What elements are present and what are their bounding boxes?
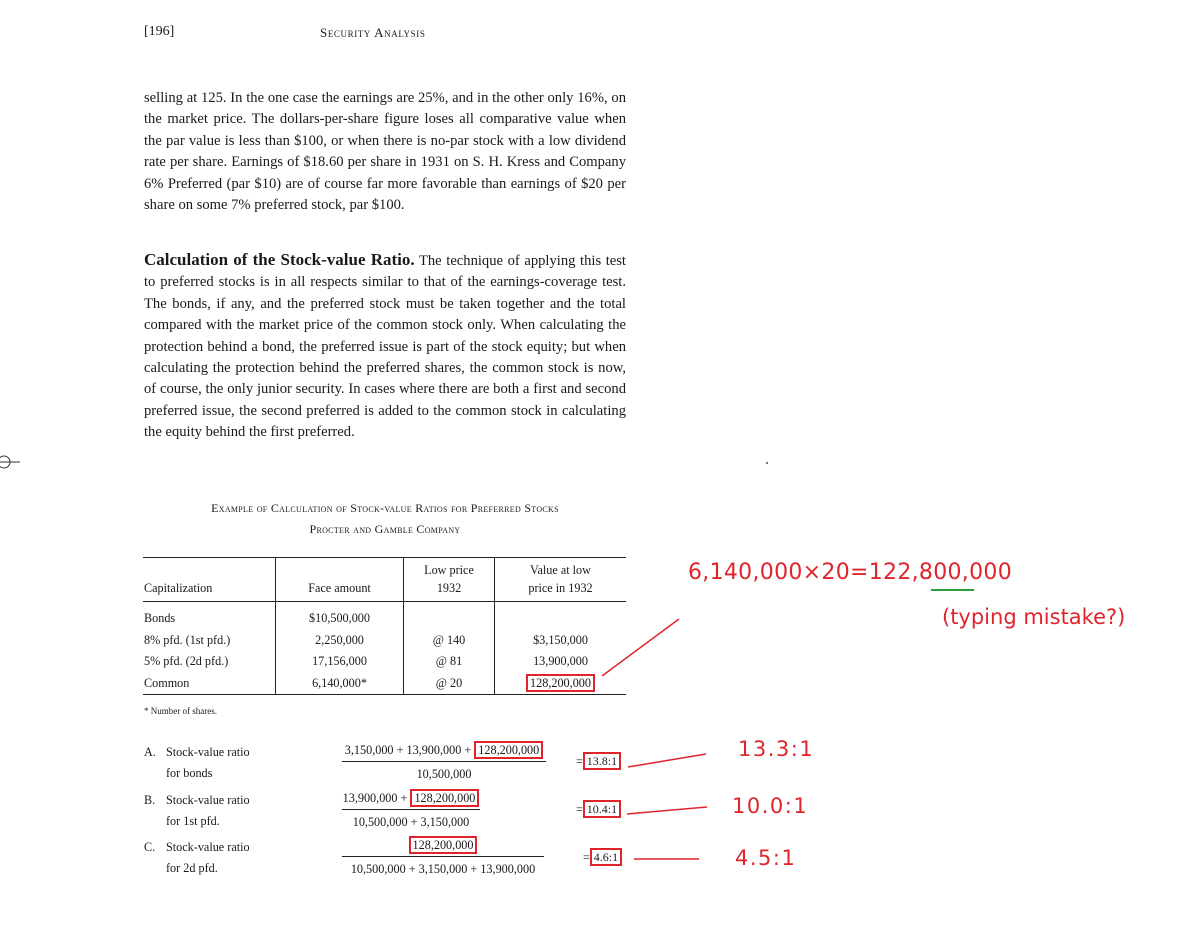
ratio-c-fraction: $\frac{128,200,000}{10,500,000 + 3,150,000 + 13,900,000}$ (342, 836, 544, 878)
ratio-b-label: B. Stock-value ratio for 1st pfd. (144, 793, 250, 828)
section-heading: Calculation of the Stock-value Ratio. (144, 250, 415, 269)
capitalization-table (143, 557, 626, 695)
table-row: 5% pfd. (2d pfd.) 17,156,000 @ 81 13,900,000 (143, 651, 626, 673)
table-row: 8% pfd. (1st pfd.) 2,250,000 @ 140 $3,150,000 (143, 630, 626, 652)
example-caption: Example of Calculation of Stock-value Ratios for Preferred Stocks (211, 501, 559, 515)
ratio-a-fraction: $\frac{3,150,000 + 13,900,000 + 128,200,000}{10,500,000}$ (342, 741, 546, 783)
scan-speck (766, 462, 768, 464)
annotation-note: (typing mistake?) (942, 605, 1126, 629)
table-header-row (143, 558, 626, 602)
pointer-line-a (628, 754, 706, 767)
annotation-ratio-c: 4.5:1 (735, 846, 797, 870)
highlighted-common-value: 128,200,000 (526, 674, 595, 692)
table-footnote: * Number of shares. (144, 706, 217, 716)
pointer-line-b (627, 807, 707, 814)
ratio-b-result: = 10.4:1 (576, 802, 621, 817)
paragraph-2-text: The technique of applying this test to preferred stocks is in all respects similar to that of the earnings-coverage test. The bonds, if any, and the preferred stock must be taken together and the total compared with the market price of the common stock only. When calculating the protection behind a bond, the preferred issue is part of the stock equity; but when calculating the protection behind the preferred shares, the common stock is now, of course, the only junior security. In cases where there are both a first and second preferred issue, the second preferred is added to the common stock in calculating the equity behind the first preferred. (144, 253, 626, 441)
ratio-b-fraction: $\frac{13,900,000 + 128,200,000}{10,500,000 + 3,150,000}$ (342, 789, 480, 831)
table-row: Bonds $10,500,000 (143, 608, 626, 630)
annotation-equation: 6,140,000×20=122,800,000 (688, 560, 1012, 585)
annotation-ratio-a: 13.3:1 (738, 737, 815, 761)
ratio-c-result: = 4.6:1 (583, 850, 622, 865)
registration-mark-icon (0, 451, 20, 471)
page-number: [196] (144, 24, 175, 39)
header-face-amount: Face amount (276, 558, 404, 602)
ratio-a-result: = 13.8:1 (576, 754, 621, 769)
header-value: Value at low price in 1932 (495, 558, 627, 602)
ratio-a-label: A. Stock-value ratio for bonds (144, 745, 250, 780)
paragraph-2 (144, 249, 626, 444)
paragraph-1: selling at 125. In the one case the earnings are 25%, and in the other only 16%, on the market price. The dollars-per-share figure loses all comparative value when the par value is less than $100, or when there is no-par stock with a low dividend rate per share. Earnings of $18.60 per share in 1931 on S. H. Kress and Company 6% Preferred (par $10) are of course far more favorable than earnings of $20 per share on some 7% preferred stock, par $100. (144, 90, 626, 214)
header-low-price: Low price 1932 (404, 558, 495, 602)
annotation-ratio-b: 10.0:1 (732, 794, 809, 818)
ratio-c-label: C. Stock-value ratio for 2d pfd. (144, 840, 250, 875)
header-capitalization: Capitalization (143, 558, 276, 602)
example-company: Procter and Gamble Company (309, 522, 461, 536)
table-row: Common 6,140,000* @ 20 128,200,000 (143, 673, 626, 695)
running-title: Security Analysis (320, 25, 426, 40)
